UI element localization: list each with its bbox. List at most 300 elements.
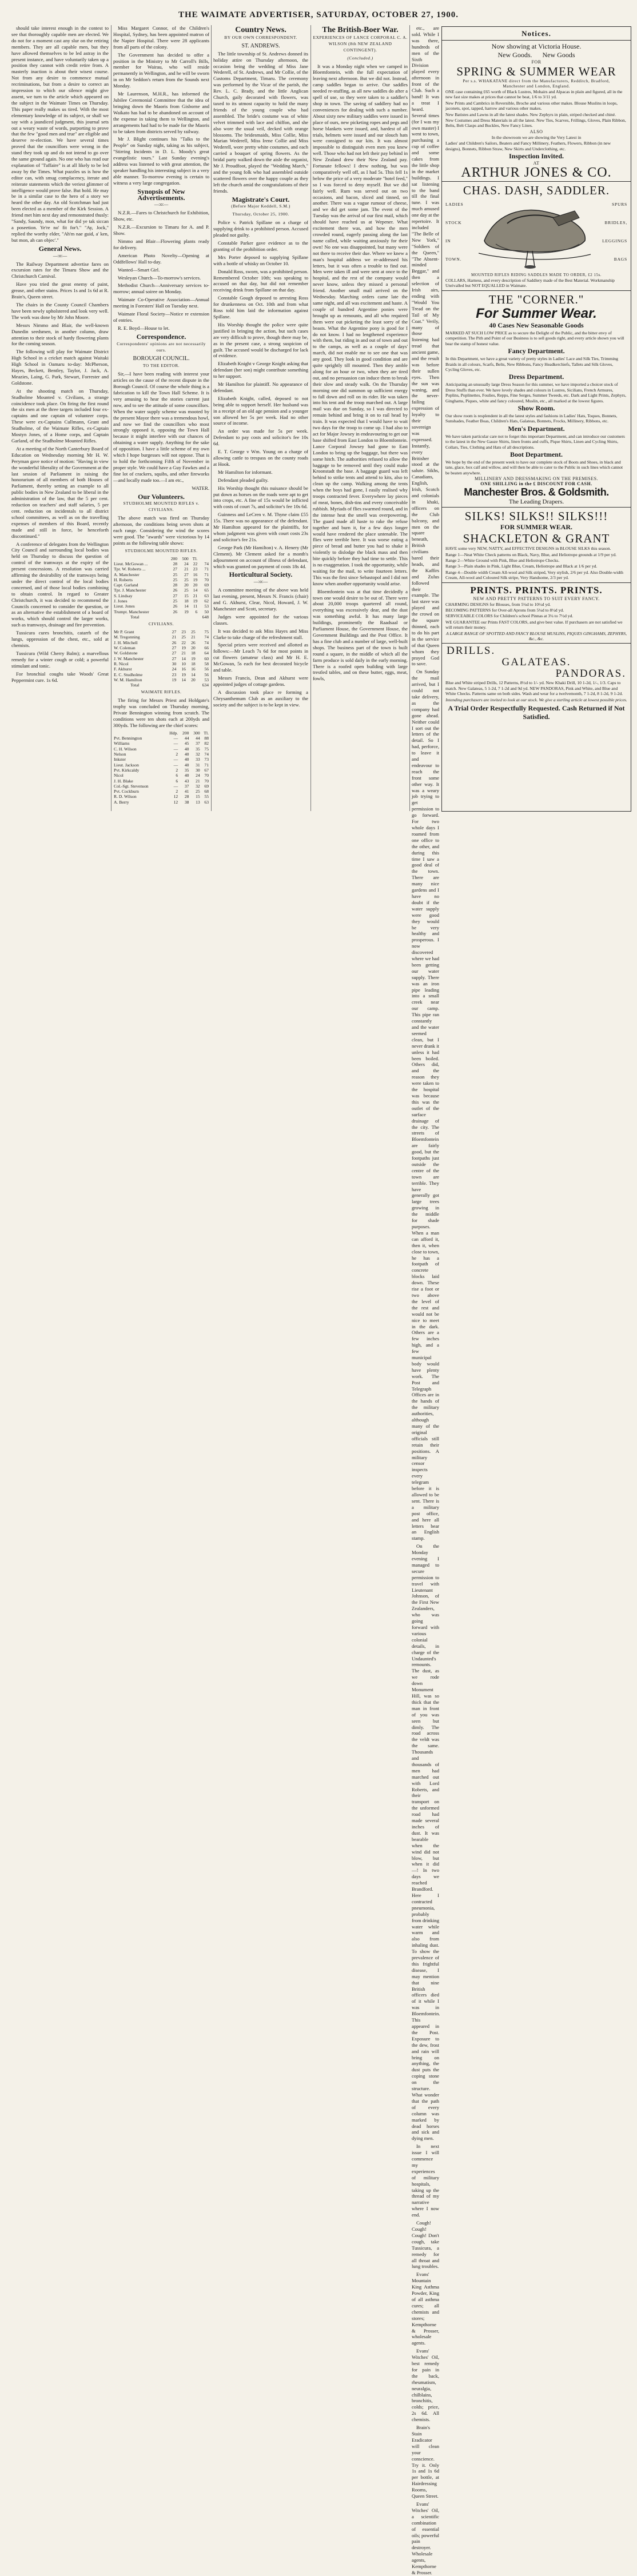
table-cell: 27	[184, 572, 189, 577]
table-cell: 12	[173, 794, 178, 800]
silks-subtitle: FOR SUMMER WEAR.	[500, 523, 573, 532]
table-cell: 53	[204, 604, 209, 609]
paragraph: A discussion took place re forming a Chrysanthemum Club as an auxiliary to the society and the subject is to be kept in view.	[213, 689, 308, 708]
table-cell: 40	[184, 773, 189, 778]
column-header: 300	[193, 730, 200, 736]
table-cell: 23	[181, 629, 186, 635]
table-cell: 75	[204, 629, 209, 635]
paragraph: The following will play for Waimate District High School in a cricket match against Waitaki High School in Oamaru to-day: McPherson, Hayes, Beckett, Bentley, Taylor, J. Jack, A. Meazies, Laing, G. Park, Stewart, Forrester and Goldstone.	[11, 349, 109, 386]
table-cell: 19	[193, 577, 198, 582]
table-cell: 14	[191, 672, 196, 677]
table-cell: 56	[204, 666, 209, 672]
table-row	[113, 629, 209, 634]
table-cell: 44	[184, 736, 189, 741]
saddle-label: IN	[445, 238, 451, 244]
paragraph: Cough! Cough! Cough! Don't cough, take Tussicura, a remedy for all throat and lung troubles.	[412, 2220, 439, 2270]
table-cell: 69	[204, 783, 209, 789]
forty-cases-line: 40 Cases New Seasonable Goods	[489, 321, 584, 329]
paragraph: Range 1—Neat White Check patterns on Black, Navy, Blue, and Heliotrope grounds at 1/9 per yd.	[445, 552, 617, 557]
saddle-illustration	[444, 198, 628, 271]
war-narrative	[313, 63, 408, 682]
shackleton-grant-name: SHACKLETON & GRANT	[463, 532, 610, 546]
ad-rule	[442, 582, 631, 583]
spacer	[166, 614, 198, 620]
paragraph: Constable Gough deposed to arresting Ross for drunkenness on Oct. 10th and from what Ross told him laid the information against Spillane.	[213, 295, 308, 319]
corner-intro: MARKED AT SUCH LOW PRICE as to secure the Delight of the Public, and the bitter envy of competition. The Pith and Point of our Business is to sell goods right, and every article shown you will bear the stamp of honest value.	[445, 330, 624, 346]
table-header-row	[113, 556, 209, 561]
table-row	[113, 741, 209, 746]
shipment-line-2: Manchester and London, England.	[503, 83, 570, 89]
table-cell: 21	[193, 593, 198, 598]
paragraph: A conference of delegates from the Wellington City Council and surrounding local bodies was held on Thursday to discuss the question of control of the tramways at the expiry of the present concessions. A resolution was carried affirming the desirability of the tramways being under the direct control of the local bodies concerned, and of those local bodies combining to obtain control. In regard to Greater Christchurch, it was decided to recommend the Councils concerned to consider the question, or as an alternative the establishment of a board of works, which should control the larger works, such as tramways, drainage and fire prevention.	[11, 541, 109, 628]
table-cell: Nelson	[114, 752, 126, 757]
table-cell: W. Coleman	[114, 645, 136, 651]
table-cell: 14	[181, 656, 186, 661]
place-heading: ST. ANDREWS.	[241, 42, 280, 49]
paragraph: Mr Hamilton for plaintiff. No appearance of defendant.	[213, 381, 308, 393]
table-cell: 65	[204, 588, 209, 593]
table-cell: 55	[204, 794, 209, 800]
wedding-report: The little township of St. Andrews donned its holiday attire on Thursday afternoon, the occasion being the wedding of Miss Jane Wederell, of St. Andrews, and Mr Collie, of the Customs Department, Timaru. The ceremony was performed by the Vicar of the parish, the Rev. L. C. Brady, and the little Anglican Church, gaily decorated with flowers, was taxed to its utmost capacity to hold the many friends of the young couple who had assembled. The bride's costume was of white velvet trimmed with lace and chiffon, and she also wore the usual veil, decked with orange blossoms. The bridesmaids, Miss Collie, Miss Marian Wederell, Miss Irene Collie and Miss Wederell, wore pretty white costumes, and each carried a bouquet of spring flowers. As the bridal party walked down the aisle the organist, Mr J. Proudfoot, played the "Wedding March," and the young folk who had assembled outside scattered flowers over the happy couple as they left the church amid the congratulations of their friends.	[213, 50, 308, 194]
table-cell: 26	[173, 588, 178, 593]
pandoras-title: PANDORAS.	[555, 668, 626, 680]
table-row	[113, 752, 209, 757]
table-cell: 63	[204, 593, 209, 598]
saddle-label: BRIDLES,	[604, 220, 627, 226]
saddle-label: BAGS	[614, 257, 627, 262]
table-cell: 18	[191, 650, 196, 656]
table-cell: 45	[184, 741, 189, 746]
magistrates-court-heading: Magistrate's Court.	[232, 195, 290, 203]
paragraph: ONE case containing £65 worth of Black Lustres, Mohairs and Alpacas in plain and figured, all in the new fast size makes at prices that cannot be beat, 1/6 to 3/11 yd.	[445, 89, 623, 100]
table-cell: 28	[184, 794, 189, 800]
showroom-line: In the showroom we are showing the Very Latest in	[491, 134, 582, 140]
table-cell: 27	[172, 645, 177, 651]
table-row	[113, 656, 209, 661]
waimate-rifles-title: WAIMATE RIFLES.	[141, 689, 182, 695]
table-cell: 73	[204, 757, 209, 762]
table-cell: 74	[204, 561, 209, 566]
table-cell: 25	[196, 789, 200, 794]
table-cell: 20	[191, 677, 196, 682]
table-cell: 74	[204, 640, 209, 645]
table-header-row	[113, 730, 209, 736]
table-cell: 16	[191, 666, 196, 672]
saddle-label: TOWN.	[445, 257, 462, 262]
table-cell: 18	[191, 661, 196, 666]
paragraph: Mr Hamilton for informant.	[218, 469, 273, 475]
magistrate-name: (Before Major Keddell, S.M.)	[231, 203, 290, 209]
column-header: Hdp.	[169, 730, 178, 736]
paragraph: His Worship thought this nuisance should be put down as horses on the roads were apt to get into crops, etc. A fine of 15s would be inflicted with costs of court 7s, and solicitor's fee 10s 6d.	[213, 485, 308, 510]
table-cell: 67	[204, 767, 209, 773]
table-cell: F. Akhurst	[114, 666, 132, 672]
corner-subtitle: For Summer Wear.	[476, 305, 597, 321]
table-cell: 25	[173, 598, 178, 604]
table-cell: 70	[204, 773, 209, 778]
table-cell: 25	[173, 577, 178, 582]
drills-title: DRILLS.	[447, 645, 496, 657]
table-cell: 23	[193, 566, 198, 572]
table-cell: 31	[196, 762, 200, 768]
table-cell: —	[173, 746, 178, 752]
at-line: AT	[533, 161, 540, 166]
collars-line: COLLARS, Harness, and every description of Saddlery made of the Best Material. Workmanship Unrivalled but NOT EQUALLED in Waimate.	[445, 278, 615, 289]
boer-war-subheading: EXPERIENCES OF LANCE CORPORAL C. A. WILSON (8th NEW ZEALAND CONTINGENT).	[313, 34, 408, 53]
paragraph: Bloemfontein was at that time decidedly a town one would desire to be out of. There were about 20,000 troops quartered all round, everything was excessively dear, and the dust was something awful. It has many large buildings, prominently the Raadsaal or Parliament House, the Government House, the Government Buildings and the Post Office. It has a fine club and a number of large, well-built shops. The business part of the town is built round a square, in the middle of which all the farm produce is sold daily in the early morning. There is a roofed open building with large trestled tables, and on these butter, eggs, meat, fowls,	[313, 588, 408, 682]
prints-title: PRINTS. PRINTS. PRINTS.	[470, 584, 603, 596]
paragraph: Defendant pleaded guilty.	[218, 477, 269, 483]
paragraph: Guinness and LeCren v. M. Thyne claim £55 15s. There was no appearance of the defendant. Mr Hamilton appeared for the plaintiffs, for whom judgment was given with court costs 23s and solicitor's fee 21s.	[213, 512, 308, 542]
paragraph: Range 4—Double width Cream All-wool and Silk striped, Very stylish, 2/6 per yd. Also Double-width Cream, All-wool and Coloured Silk stripe, Very Handsome, 2/3 per yd.	[445, 569, 623, 581]
match-intro: The above match was fired on Thursday afternoon, the conditions being seven shots at each range. Considering the wind the scores were good. The "awards" were victorious by 14 points as the following table shows:	[113, 515, 209, 546]
paragraph: R. E. Boyd—House to let.	[118, 325, 170, 331]
arthur-jones-name: ARTHUR JONES & CO.	[461, 165, 612, 181]
letter-title: BOROUGH COUNCIL.	[133, 355, 190, 362]
table-cell: 22	[193, 561, 198, 566]
fancy-department-heading: Fancy Department.	[508, 347, 565, 356]
paragraph: At the shooting match on Thursday, Studholme Mounted v. Civilians, a strange coincidence took place. On firing the first round the six men at the three targets included four ex-captains and one captain of volunteer corps. These were ex-Captains Cullmann, Grant and Studholme, of the Waimate Rifles, ex-Captain Mostyn Jones, of a Home corps, and Captain Garland, of the Studholme Mounted Rifles.	[11, 388, 109, 444]
new-goods-left: New Goods.	[497, 51, 532, 59]
millinery-line: MILLINERY AND DRESSMAKING ON THE PREMISES.	[474, 476, 599, 482]
table-cell: 26	[173, 609, 178, 614]
table-cell: 25	[184, 588, 189, 593]
table-cell: H. Roberts	[114, 577, 133, 582]
saddle-label: LADIES	[445, 202, 464, 207]
table-cell: M. Tregonning	[114, 634, 140, 640]
table-cell: 27	[173, 593, 178, 598]
victoria-house-line: Now showing at Victoria House.	[491, 42, 582, 50]
table-cell: 21	[181, 650, 186, 656]
table-cell: Pvt. Bennington	[114, 736, 142, 741]
paragraph: On Sunday the mail arrived, but I could not take delivery, as the company had gone ahead. Neither could I sort out the letters of the detail. So I had, perforce, to leave it and endeavour to reach the front some other way. It was a weary job trying to get permission to go forward. For two whole days I roamed from one office to the other, and during this time I saw a good deal of the town. There are many nice gardens and I have no doubt if the water supply were good they would be very healthy and prosperous. I now discovered where we had been getting our water supply. There was an iron pipe leading into a small creek near our camp. This pipe ran constantly and the water seemed clean, but I never drank it unless it had been boiled. Others did, and the reason they were taken to the hospital was because this was the outlet of the surface drainage of the city. The streets of Bloemfontein are fairly good, but the footpaths just outside the centre of the town are terrible. They have generally got large trees growing in the middle for shade purposes. When a man can afford it, then it, when close to town, he has a footpath of concrete blocks laid down. These rise a foot or two above the level of the rest and would not be nice to meet in the dark. Others are a few inches high, and a few municipal body would have plenty work. The Post and Telegraph Offices are in the hands of the military authorities, although many of the original officials still retain their positions. A military censor inspects every telegram before it is allowed to be sent. There is a military post office, and here all letters bear an English stamp.	[412, 669, 439, 1541]
paragraph: The Railway Department advertise fares on excursion rates for the Timaru Show and the Christchurch Carnival.	[11, 261, 109, 279]
table-cell: Mr P. Grant	[114, 629, 134, 635]
paragraph: Wesleyan Church—To-morrow's services.	[118, 274, 201, 281]
manchester-bros-name: Manchester Bros. & Goldsmith.	[464, 486, 609, 498]
column-header	[113, 730, 165, 736]
table-cell: 28	[173, 582, 178, 588]
table-cell: 71	[204, 762, 209, 768]
table-cell: 15	[184, 593, 189, 598]
table-cell: 14	[193, 588, 198, 593]
table-row	[113, 757, 209, 762]
table-cell: 13	[196, 799, 200, 805]
boot-department-heading: Boot Department.	[510, 450, 563, 458]
table-cell: 43	[184, 778, 189, 784]
table-row	[113, 593, 209, 598]
table-cell: 20	[191, 645, 196, 651]
table-cell: 21	[196, 778, 200, 784]
paragraph: Nimmo and Blair—Flowering plants ready for delivery.	[113, 238, 209, 250]
paragraph: New Prints and Cambrics in Reversible, Broche and various other makes. Blouse Muslins in loops, jaconets, spot, tapped, harrow and various other makes.	[445, 100, 618, 111]
silk-ranges	[442, 552, 631, 581]
table-cell: 69	[204, 582, 209, 588]
table-cell: 27	[172, 629, 177, 635]
column-rule	[310, 25, 311, 811]
general-news-items	[11, 261, 109, 684]
paragraph: Brain's Stain Eradicator will clean your conscience. Try it. Only 1s and 1s 6d per bottle, at Hairdressing Rooms, Queen Street.	[412, 2425, 439, 2499]
table-cell: Tpr. W. Roberts ...	[114, 566, 146, 572]
ad-rule	[442, 643, 631, 644]
concluded-note: (Concluded.)	[347, 55, 373, 61]
table-cell: S. Lindsay	[114, 593, 133, 598]
table-cell: Pvt. Cockburn	[114, 789, 139, 794]
prints-lines	[442, 602, 631, 630]
table-row	[113, 666, 209, 672]
corner-title: THE "CORNER."	[488, 292, 584, 306]
table-cell: 53	[204, 677, 209, 682]
column-1	[11, 25, 109, 811]
paragraph: Special prizes were received and allotted as follows:—Mr Leach 7s 6d for most points in cut flowers (amateur class) and Mr H. E. McGowan, 5s each for best decorated bicycle and table.	[213, 642, 308, 673]
trial-order-line: A Trial Order Respectfully Requested. Cash Returned if Not Satisfied.	[448, 704, 625, 721]
correspondence-note: Correspondents' opinions are not necessarily ours.	[117, 341, 206, 353]
table-cell: C. H. Wilson	[114, 746, 137, 752]
table-row	[113, 789, 209, 794]
table-cell: 27	[172, 656, 177, 661]
table-cell: 30	[196, 767, 200, 773]
table-row	[113, 794, 209, 799]
table-cell: 82	[204, 741, 209, 746]
section-divider: —:o:—	[154, 202, 169, 207]
column-2	[113, 25, 209, 811]
table-cell: 14	[184, 604, 189, 609]
paragraph: Tussicura (Wild Cherry Balm); a marvellous remedy for a winter cough or cold; a powerful stimulant and tonic.	[11, 650, 109, 669]
table-row	[113, 604, 209, 609]
table-cell: 35	[184, 767, 189, 773]
table-cell: Nicol	[114, 773, 124, 778]
column-header: 200	[182, 730, 189, 736]
table-row	[113, 640, 209, 645]
table-cell: 19	[184, 609, 189, 614]
paragraph: New Batistes and Lawns in all the latest shades. New Zephyrs in plain, striped checked and chiné.	[445, 111, 616, 117]
letter-body: Sir,—I have been reading with interest your articles on the cause of the recent dispute in the Borough Council. Of course the whole thing is a fabrication to kill the Town Hall Scheme. It is very amusing to hear the stories current just now, and to see the attitude of some councillors. When the water supply scheme was mooted by the present Mayor there was a tremendous howl, and now we find the councillors who most strongly opposed it, opposing the Town Hall because it might interfere with our chances of obtaining a water supply. Anything for the sake of opposition. I have a little scheme of my own which I hope burgesses will not oppose. That is to hold the forthcoming Fifth of November in proper style. We could have a Guy Fawkes and a fine lot of crackers, squibs, and other fireworks—and locally made too.—I am etc.,	[113, 371, 209, 483]
table-cell: 20	[193, 582, 198, 588]
table-cell: 19	[181, 645, 186, 651]
saddle-label: SPURS	[612, 202, 627, 207]
paragraph: Wanted—Smart Girl.	[118, 266, 160, 273]
smr-label: STUDHOLME MOUNTED RIFLES.	[125, 548, 198, 553]
paragraph: Have you tried the great enemy of paint, grease, and other stains. Prices 1s and 1s 6d at R. Brain's, Queen street.	[11, 281, 109, 300]
section-divider: —:o:—	[253, 579, 268, 585]
table-cell: 37	[184, 783, 189, 789]
civilians-scores-table	[113, 629, 209, 688]
general-news-heading: General News.	[38, 244, 82, 253]
waimate-rifles-intro: The firing for Messrs Priest and Holdgate's trophy was concluded on Thursday morning, Private Bennington winning from scratch. The conditions were ten shots each at 200yds and 300yds. The following are the chief scores:	[113, 697, 209, 728]
horticultural-heading: Horticultural Society.	[229, 570, 293, 579]
paragraph: N.Z.R.—Excursion to Timaru for A. and P. Show.	[113, 224, 209, 237]
table-cell: Inkster	[114, 757, 126, 762]
table-cell: A. Berry	[114, 799, 129, 805]
paragraph: Elizabeth Knight v George Knight asking that defendant (her son) might contribute something to her support.	[213, 361, 308, 380]
table-cell: 26	[173, 604, 178, 609]
column-3	[213, 25, 308, 811]
volunteers-heading: Our Volunteers.	[138, 492, 185, 501]
table-cell: Lieut. Jones	[114, 604, 135, 609]
paragraph: Tussicura cures bronchitis, catarrh of the lungs, oppression of the chest, etc., sold at chemists.	[11, 630, 109, 648]
paragraph: Waimate Floral Society—Notice re extension of entries.	[113, 311, 209, 323]
table-cell: 41	[184, 789, 189, 794]
boot-department-text: We hope by the end of the present week to have our complete stock of Boots and Shoes, in black and tans, glace, box calf and willow, and will then be able to cater to the Public in such lines which cannot be beaten anywhere.	[445, 459, 623, 476]
table-cell: 66	[204, 645, 209, 651]
total-row	[113, 614, 209, 620]
column-5	[412, 25, 440, 2575]
table-cell: 70	[204, 577, 209, 582]
paragraph: It was a Monday night when we camped in Bloemfontein, with the full expectation of leaving next afternoon. But we did not. Instead, camp saddles began to arrive. Our saddles needed re-stuffing, as all new saddles do after a spell of use, so they were taken to a saddler's shop in town. The saving of saddlery had no conveniences for dealing with such a number. About sixty new military saddles were issued in place of ours, new picketing ropes and pegs and horse blankets were issued, and, hardest of all trials, helmets were issued and our slouch hats were consigned to our kits. It was almost impossible to distinguish even men you knew well. Those who had not left their pay behind in New Zealand drew their New Zealand pay. Fortunate fellows! I drew nothing, but was comparatively well off, as I had 5s. This fell 1s below the price of a very moderate "hotel feed," so I was forced to deny myself. But we did fairly well. Rum was served out on two occasions, and bacon, sliced and tinned, on another. There was a vague rumour of cheese, and we did get some jam. The event of the Tuesday was the arrival of our first mail, which should have reached us at Wepener. What excitement there was, and how the men crowded round, eagerly passing along the last name called, while waiting anxiously for their own! No one was disappointed, but many were not there to receive their due. Where we knew a man's hospital address we re-addressed his letters, but it was often a trouble to find out. Men were taken ill and were sent at once to the hospital, and the rest of the company would never know, unless they missed a personal friend. Another small mail arrived on the Wednesday. Marching orders came late the same night, and all was excitement and haste. A couple of hundred Argentine ponies were brought up as remounts, and all who required them were out picketing the least sorry of the beasts. What the Argentine pony is good for I do not know. I had no lengthened experience with them, but riding in and out of town and out to the camps, as well as a couple of days' march, did not enable me to see one that was any good. They look in good condition and are quite sprightly till mounted. Then they amble along for an hour or two, when they are tired out, and no persuasion can induce them to break their slow and steady walk. On the Thursday morning one did summon up sufficient energy to fall down and roll on its rider. He was taken into his tent and the troop marched out. A large mail was due on Sunday, so I was directed to remain behind and bring it on to rail head by train. It was expected that I would have to wait two days for the troop to come up. I had also to act for Major Jowsey in endeavouring to get our base shifted from East London to Bloemfontein. Lance Corporal Jowsey had gone to East London to bring up the baggage, but there was some hitch. The authorities refused to allow the baggage to be removed until they could make Kroonstadt the base. A baggage guard was left behind to strike tents and attend to kits, also to clean up the camp. Walking among the tents when the boys had gone, I easily realised why troops contracted fever. Everywhere lay pieces of meat, bones, dish-tins and every conceivable rubbish. Myriads of flies swarmed round, and in the intense heat the smell was overpowering. The guard made all haste to rake the refuse together and burn it, for a few days longer would have rendered the place untenable. The flies were terrible here. It was worse eating a piece of bread and butter you had to shake it violently to dislodge the black mass and then bite quickly before they had time to settle. This is no exaggeration. I took the opportunity, while waiting for the mail, to write fourteen letters. This was the first since Sebastopol and I did not know when another opportunity would arise.	[313, 63, 408, 586]
table-row	[113, 736, 209, 741]
shipment-line: Per s.s. WHAKATANE direct from the Manufacturers, Redditch, Bradford,	[463, 78, 610, 83]
table-cell: W. M. Hamilton	[114, 677, 142, 682]
table-row	[113, 762, 209, 768]
victoria-house-lines	[442, 89, 631, 129]
table-cell: 63	[204, 799, 209, 805]
show-room-text: Our show room is resplendent in all the latest styles and fashions in Ladies' Hats, Toques, Bonnets, Sunshades, Feather Boas, Children's Hats, Galateas, Bonnets, Frocks, Millinery, Ribbons, etc.	[445, 413, 618, 424]
table-cell: 64	[204, 650, 209, 656]
table-row	[113, 677, 209, 682]
table-cell: 44	[196, 736, 200, 741]
letter-signature: WATER.	[192, 485, 209, 491]
table-cell: 21	[191, 634, 196, 640]
mens-department-heading: Men's Department.	[508, 424, 565, 433]
letter-to: TO THE EDITOR.	[142, 363, 180, 369]
table-row	[113, 800, 209, 805]
column-header: Tl.	[204, 730, 209, 736]
paragraph: WE GUARANTEE our Prints FAST COLORS, and give best value. If purchasers are not satisfied we will return their money.	[445, 619, 623, 630]
table-cell: 62	[204, 598, 209, 604]
editorial-paragraph: should take interest enough in the contest to see that thoroughly capable men are elected. We do not for a moment cast any slur on the retiring members. They are all capable men, but they have allowed themselves to be led astray in the present instance, and have voluntarily taken up a position they cannot with credit retire from. A masterly inaction is about their wisest course. Not from any desire to commence mutual recriminations, but from a desire to correct an impression to which our silence might give assent, we turn to the article which appeared on the subject in the Waimate Times on Thursday. This paper really makes us tired. With the most elementary knowledge of its subject, or shall we say with a jaundiced judgment, this journal sets out a weary waste of words, purporting to prove that the few "good men and true" are eligible and deserve re-election. We have several times proved that the councillors were wrong in the stand they took up and do not intend to go over the same ground again. No one who has read our explanation of "l'affaire" is at all likely to be led away by the Times. What puzzles us is how the editor can, with smug complacency, iterate and reiterate statements which the veriest glimmer of intelligence would prove false. But hold. He may be in a similar case to the hero of a story we heard the other day. An old Scotchman had just been elected as a member of the Kirk Session. A friend met him next day and remonstrated thusly: "Sandy, Saundy, mon, what for did ye tak siccan a poseetion. Ye're no' fit for't." "Ay, Jock," replied the worthy elder, "Ah'm nae guid, a' ken, but mon, ah can objec'."	[11, 25, 109, 243]
ad-rule	[442, 40, 631, 41]
synopsis-list	[113, 210, 209, 331]
paragraph: Waimate Co-Operative Association—Annual meeting in Foresters' Hall on Tuesday next.	[113, 297, 209, 309]
table-cell: 2	[176, 752, 178, 757]
table-row	[113, 561, 209, 566]
table-cell: Col.-Sgt. Stevenson	[114, 783, 149, 789]
paragraph: The chairs in the County Council Chambers have been newly upholstered and look very well. The work was done by Mr John Moore.	[11, 301, 109, 320]
saddle-label: STOCK	[445, 220, 462, 226]
paragraph: Mrs Porter deposed to supplying Spillane with a bottle of whisky on October 10.	[213, 254, 308, 266]
table-cell: 23	[172, 672, 177, 677]
column-4	[313, 25, 408, 811]
paragraph: N.Z.R.—Fares to Christchurch for Exhibition, Show, etc.	[113, 210, 209, 222]
saddle-label: LEGGINGS	[602, 238, 627, 244]
country-news-heading: Country News.	[235, 26, 286, 34]
table-row	[113, 746, 209, 752]
table-cell: Capt. Garland	[114, 582, 138, 588]
masthead: THE WAIMATE ADVERTISER, SATURDAY, OCTOBER 27, 1900.	[178, 10, 459, 19]
paragraph: Miss Margaret Connor, of the Children's Hospital, Sydney, has been appointed matron of the Napier Hospital. There were 28 applicants from all parts of the colony.	[113, 25, 209, 50]
table-cell: 10	[181, 661, 186, 666]
table-cell: 88	[204, 736, 209, 741]
table-cell: 19	[181, 672, 186, 677]
table-cell: 21	[172, 634, 177, 640]
paragraph: It was decided to ask Miss Hayes and Miss Clarke to take charge of the refreshment stall.	[213, 628, 308, 640]
table-cell: 19	[193, 598, 198, 604]
paragraph: Police v. Patrick Spillane on a charge of supplying drink to a prohibited person. Accused pleaded not guilty.	[213, 219, 308, 238]
table-row	[113, 768, 209, 773]
galateas-title: GALATEAS.	[501, 656, 571, 669]
table-cell: 6	[176, 778, 178, 784]
paragraph: Range 3—Plain shades in Pink, Light Blue, Cream, Heliotrope and Black at 1/6 per yd.	[445, 564, 598, 569]
for-line: FOR	[531, 59, 542, 65]
paragraph: American Photo Novelty—Opening at Oddfellows' Hall to-day.	[113, 252, 209, 265]
table-cell: 32	[196, 752, 200, 757]
drills-note: Intending purchasers are invited to look at our stock. We give a sterling article at lowest possible prices.	[445, 697, 627, 702]
inspection-invited: Inspection Invited.	[508, 152, 564, 161]
section-divider: —:o:—	[53, 253, 67, 258]
paragraph: Range 2—White Ground with Pink, Blue and Heliotrope Checks.	[445, 558, 560, 563]
table-cell: E. C. Studholme	[114, 672, 143, 677]
ad-rule	[442, 507, 631, 508]
table-cell: 40	[184, 752, 189, 757]
table-cell: 14	[181, 677, 186, 682]
advertisements-block	[441, 26, 631, 812]
dress-department-heading: Dress Department.	[508, 373, 564, 381]
prints-subtitle: NEW AND PRETTY PATTERNS TO SUIT EVERY FANCY.	[473, 596, 600, 601]
muslin-line: A LARGE RANGE OF SPOTTED AND FANCY BLOUSE MUSLINS, PIQUES GINGHAMS, ZEPHYRS, &c., &c.	[446, 630, 627, 642]
paragraph: Mr J. Blight continues his "Talks to the People" on Sunday night, taking as his subject, "Stirring Incidents in D. L. Moody's great evangelistic tours." Last Sunday evening's address was listened to with great attention, the speaker handling his interesting subject in a very able manner. To-morrow evening is certain to witness a very large congregation.	[113, 136, 209, 186]
paragraph: Donald Ross, sworn, was a prohibited person. Remembered October 10th; was speaking to accused on that day, but did not remember receiving drink from Spillane on that day.	[213, 268, 308, 293]
paragraph: Evans' Witches' Oil, a scientific combination of essential oils; powerful pain destroyer. Wholesale agents, Kempthorne & Prosser.	[412, 2501, 439, 2575]
column-rule	[111, 25, 112, 811]
table-cell: 21	[184, 566, 189, 572]
total-label: Total	[130, 614, 140, 620]
table-cell: 75	[204, 746, 209, 752]
table-cell: 35	[196, 746, 200, 752]
paragraph: Messrs Francis, Dean and Akhurst were appointed judges of cottage gardens.	[213, 675, 308, 687]
table-cell: 20	[184, 582, 189, 588]
table-cell: 27	[172, 650, 177, 656]
saddle-drawing	[473, 201, 596, 269]
news-items	[113, 25, 209, 186]
table-cell: 25	[181, 634, 186, 640]
table-cell: W. Goldstone	[114, 650, 138, 656]
table-cell: 2	[176, 789, 178, 794]
total-value: 634	[202, 682, 209, 688]
horticultural-report	[213, 587, 308, 708]
dash-saddler-name: CHAS. DASH, SADDLER.	[463, 183, 610, 198]
silks-title: SILKS! SILKS!! SILKS!!!	[464, 509, 608, 524]
table-row	[113, 778, 209, 784]
total-row	[113, 682, 209, 688]
table-cell: —	[173, 783, 178, 789]
table-cell: Pvt. Kirkcaldy	[114, 767, 140, 773]
paragraph: George Park (Mr Hamilton) v. A. Henery (Mr Clement). Mr Clement asked for a month's adjournment on account of illness of defendant, which was granted on payment of costs 18s 4d.	[213, 544, 308, 569]
table-cell: 24	[172, 666, 177, 672]
paragraph: E. T. George v Wm. Young on a charge of allowing cattle to trespass on the county roads at Hook.	[213, 449, 308, 467]
civilians-label: CIVILIANS.	[148, 621, 174, 627]
table-cell: 50	[204, 609, 209, 614]
table-cell: 74	[204, 634, 209, 640]
ad-rule	[442, 181, 631, 182]
table-cell: 16	[193, 572, 198, 577]
show-room-heading: Show Room.	[517, 404, 555, 412]
paragraph: Elizabeth Knight, called, deposed to not being able to support herself. Her husband was in a receipt of an old age pension and a younger son allowed her 5s per week. Had no other source of income.	[213, 395, 308, 426]
table-cell: 2	[176, 767, 178, 773]
table-cell: 25	[184, 577, 189, 582]
paragraph: Methodist Church—Anniversary services to-morrow; annual soiree on Monday.	[113, 282, 209, 295]
paragraph: Messrs Nimmo and Blair, the well-known Dunedin seedsmen, in another column, draw attention to their stock of hardy flowering plants for the coming season.	[11, 322, 109, 347]
new-goods-right: New Goods	[542, 51, 575, 59]
table-cell: 19	[191, 656, 196, 661]
fancy-department-text: In this Department, we have a great variety of pretty styles in Ladies' Lace and Silk Ties, Trimming Braids in all colours, Scarfs, Belts, New Ribbons, Fancy Headkerchiefs, Tallets and Silk Gloves, Cycling Gloves, etc.	[445, 356, 618, 372]
table-cell: J. H. Blake	[114, 778, 133, 784]
table-cell: 26	[172, 640, 177, 645]
table-cell: Lieut. Jackson	[114, 762, 139, 768]
waimate-rifles-table	[113, 730, 209, 805]
table-row	[113, 773, 209, 778]
paragraph: A committee meeting of the above was held last evening, present, Messrs N. Francis (chair) and G. Akhurst, Clear, Nicol, Howard, J. W. Manchester and Scott, secretary.	[213, 587, 308, 612]
paragraph: SERVICEABLE COLORS for Children's school Pinnas at 3¼ to 7½d yd.	[445, 613, 574, 619]
